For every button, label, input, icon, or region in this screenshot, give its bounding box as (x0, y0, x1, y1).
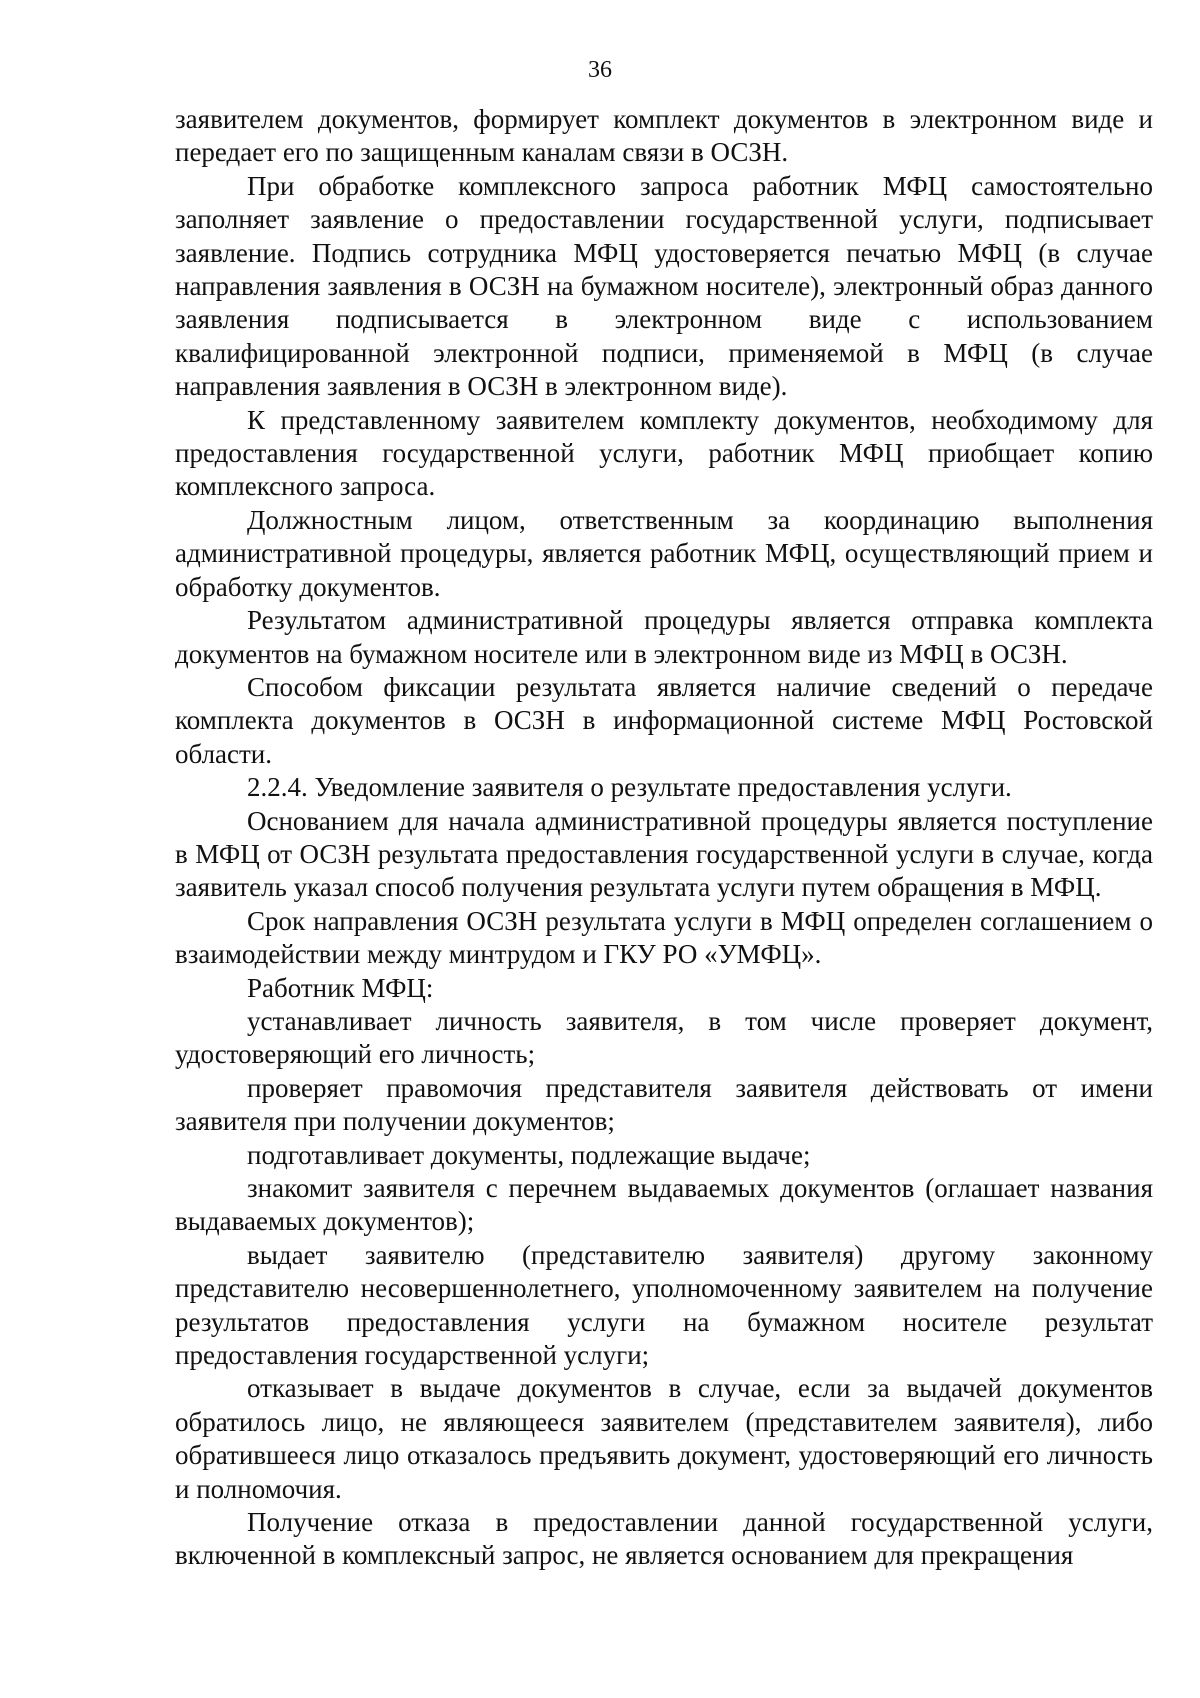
list-item-refuse-issue: отказывает в выдаче документов в случае, если за выдачей документов обратилось лицо, не являющееся заявителем (представителем заявителя), либо обратившееся лицо отказалось предъявить документ, удостоверяющий его личность и полномочия. (175, 1373, 1153, 1504)
list-item-issue-result: выдает заявителю (представителю заявителя) другому законному представителю несовершеннолетнего, уполномоченному заявителем на получение результатов предоставления услуги на бумажном носителе результат предоставления государственной услуги; (175, 1239, 1153, 1371)
section-heading-2-2-4: 2.2.4. Уведомление заявителя о результате предоставления услуги. (247, 772, 1012, 803)
list-item-prepare-documents: подготавливает документы, подлежащие выдаче; (247, 1139, 811, 1170)
paragraph-result-recording: Способом фиксации результата является наличие сведений о передаче комплекта документов в ОСЗН в информационной системе МФЦ Ростовской области. (175, 671, 1153, 769)
paragraph-delivery-term: Срок направления ОСЗН результата услуги в МФЦ определен соглашением о взаимодействии между минтрудом и ГКУ РО «УМФЦ». (175, 905, 1153, 970)
paragraph-attach-copy: К представленному заявителем комплекту документов, необходимому для предоставления государственной услуги, работник МФЦ приобщает копию комплексного запроса. (175, 404, 1153, 502)
list-item-check-authority: проверяет правомочия представителя заявителя действовать от имени заявителя при получении документов; (175, 1072, 1153, 1137)
paragraph-procedure-basis: Основанием для начала административной процедуры является поступление в МФЦ от ОСЗН результата предоставления государственной услуги в случае, когда заявитель указал способ получения результата услуги путем обращения в МФЦ. (175, 805, 1153, 903)
paragraph-responsible-official: Должностным лицом, ответственным за координацию выполнения административной процедуры, является работник МФЦ, осуществляющий прием и обработку документов. (175, 504, 1153, 602)
page-number: 36 (588, 57, 612, 83)
paragraph-procedure-result: Результатом административной процедуры является отправка комплекта документов на бумажном носителе или в электронном виде из МФЦ в ОСЗН. (175, 605, 1153, 669)
list-item-introduce-list: знакомит заявителя с перечнем выдаваемых документов (оглашает названия выдаваемых документов); (175, 1173, 1153, 1237)
paragraph-mfc-worker: Работник МФЦ: (247, 972, 434, 1003)
body-text (175, 103, 1153, 1573)
paragraph-complex-request-processing: При обработке комплексного запроса работник МФЦ самостоятельно заполняет заявление о предоставлении государственной услуги, подписывает заявление. Подпись сотрудника МФЦ удостоверяется печатью МФЦ (в случае направления заявления в ОСЗН на бумажном носителе), электронный образ данного заявления подписывается в электронном виде с использованием квалифицированной электронной подписи, применяемой в МФЦ (в случае направления заявления в ОСЗН в электронном виде). (175, 170, 1153, 402)
paragraph-refusal-not-basis: Получение отказа в предоставлении данной государственной услуги, включенной в комплексный запрос, не является основанием для прекращения (175, 1507, 1153, 1571)
list-item-identify-applicant: устанавливает личность заявителя, в том числе проверяет документ, удостоверяющий его личность; (175, 1005, 1153, 1070)
paragraph-continuation: заявителем документов, формирует комплект документов в электронном виде и передает его по защищенным каналам связи в ОСЗН. (175, 104, 1153, 168)
